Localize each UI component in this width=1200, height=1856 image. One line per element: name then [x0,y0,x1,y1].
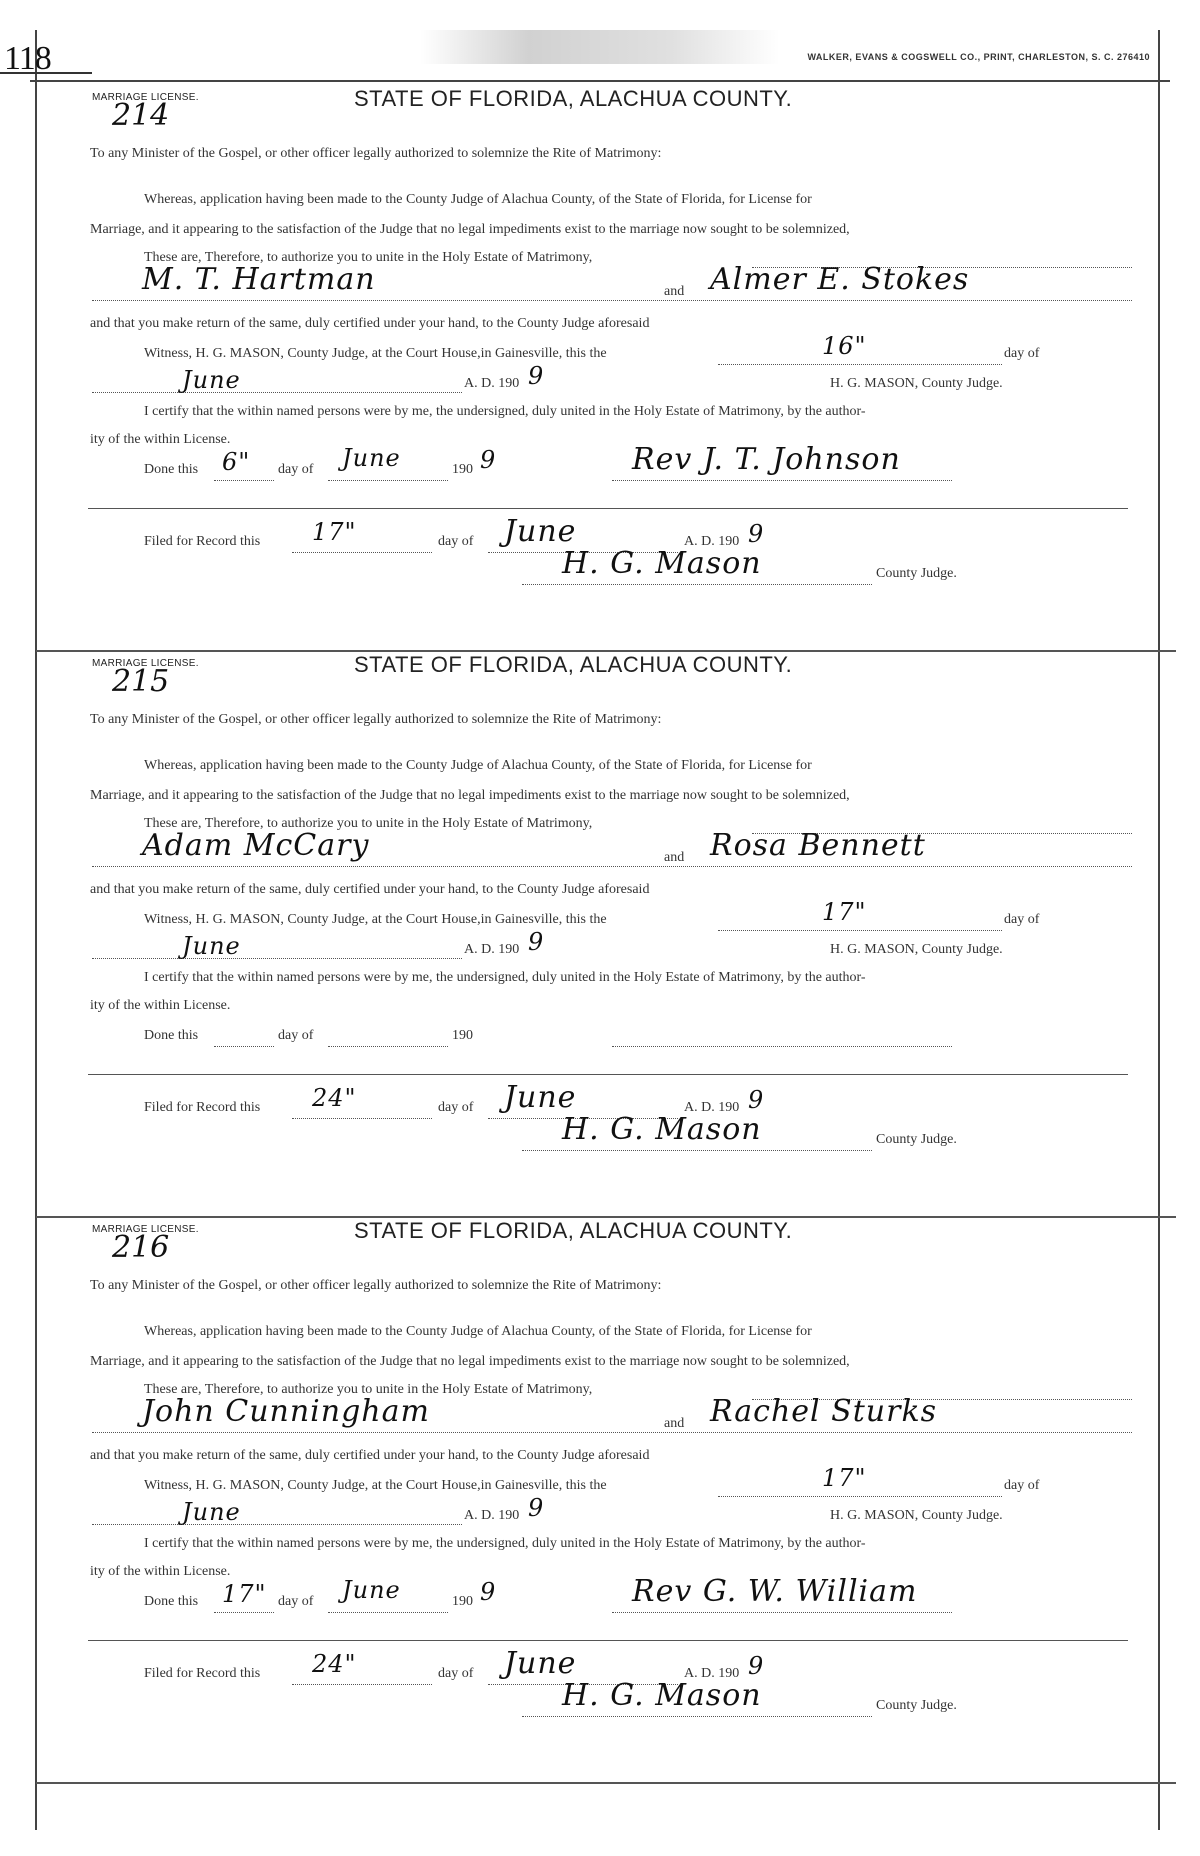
license-number: 216 [112,1230,170,1265]
judge-signature: H. G. Mason [562,546,762,581]
names-fill-line [92,300,1132,301]
ity-line: ity of the within License. [90,432,231,447]
witness-month: June [182,932,241,960]
license-heading: STATE OF FLORIDA, ALACHUA COUNTY. [354,1218,793,1243]
groom-name: M. T. Hartman [142,262,376,297]
whereas-line: Whereas, application having been made to the County Judge of Alachua County, of the State of Florida, for License for [144,1324,812,1339]
bride-name: Rachel Sturks [710,1394,938,1429]
done-month-fill [328,1046,448,1047]
these-are-line: These are, Therefore, to authorize you to unite in the Holy Estate of Matrimony, [144,1382,593,1397]
witness-day: 16" [822,332,867,360]
certify-line: I certify that the within named persons were by me, the undersigned, duly united in the Holy Estate of Matrimony, by the author- [144,404,866,419]
filed-day-of-label: day of [438,1100,474,1115]
done-day-fill [214,1046,274,1047]
done-day-of-label: day of [278,1028,314,1043]
witness-line: Witness, H. G. MASON, County Judge, at the Court House,in Gainesville, this the [144,346,607,361]
names-fill-line [92,1432,1132,1433]
done-day-of-label: day of [278,462,314,477]
filed-day-fill [292,552,432,553]
done-day: 17" [222,1580,267,1608]
witness-day: 17" [822,898,867,926]
filed-label: Filed for Record this [144,1666,261,1681]
return-line: and that you make return of the same, duly certified under your hand, to the County Judge aforesaid [90,316,650,331]
license-separator [36,1782,1176,1784]
filed-year: 9 [748,1086,765,1114]
license-heading: STATE OF FLORIDA, ALACHUA COUNTY. [354,652,793,677]
return-line: and that you make return of the same, duly certified under your hand, to the County Judge aforesaid [90,1448,650,1463]
day-of-label: day of [1004,1478,1040,1493]
filed-day-fill [292,1118,432,1119]
marriage-license-label: MARRIAGE LICENSE. [92,1224,199,1235]
marriage-license [90,86,1142,652]
filed-day-of-label: day of [438,534,474,549]
witness-month-fill [92,392,462,393]
judge-label: H. G. MASON, County Judge. [830,1508,1003,1523]
filed-day-fill [292,1684,432,1685]
filed-day: 24" [312,1650,357,1678]
groom-name: Adam McCary [142,828,370,863]
filed-ad-label: A. D. 190 [684,1666,740,1681]
witness-day-fill [718,930,1002,931]
done-this-label: Done this [144,1028,199,1043]
filed-day: 17" [312,518,357,546]
judge-signature: H. G. Mason [562,1678,762,1713]
marriage-license [90,652,1142,1218]
judge-signature-fill [522,1150,872,1151]
filed-year: 9 [748,520,765,548]
officiant-fill [612,1046,952,1047]
address-line: To any Minister of the Gospel, or other officer legally authorized to solemnize the Rite of Matrimony: [90,1278,662,1293]
done-month: June [342,444,401,472]
judge-label: H. G. MASON, County Judge. [830,942,1003,957]
judge-label: H. G. MASON, County Judge. [830,376,1003,391]
done-day: 6" [222,448,251,476]
certify-line: I certify that the within named persons were by me, the undersigned, duly united in the Holy Estate of Matrimony, by the author- [144,970,866,985]
license-heading: STATE OF FLORIDA, ALACHUA COUNTY. [354,86,793,111]
witness-month: June [182,366,241,394]
these-are-line: These are, Therefore, to authorize you to unite in the Holy Estate of Matrimony, [144,250,593,265]
witness-month-fill [92,1524,462,1525]
groom-name: John Cunningham [142,1394,430,1429]
filed-year: 9 [748,1652,765,1680]
certify-line: I certify that the within named persons were by me, the undersigned, duly united in the Holy Estate of Matrimony, by the author- [144,1536,866,1551]
done-year-label: 190 [452,1594,473,1609]
witness-day-fill [718,1496,1002,1497]
appearing-line: Marriage, and it appearing to the satisfaction of the Judge that no legal impediments exist to the marriage now sought to be solemnized, [90,1354,850,1369]
officiant-signature: Rev J. T. Johnson [632,442,901,477]
done-month-fill [328,480,448,481]
done-year-label: 190 [452,462,473,477]
witness-day-fill [718,364,1002,365]
page-number: 118 [4,40,51,77]
witness-month-fill [92,958,462,959]
header-smudge [420,30,780,64]
officiant-fill [612,1612,952,1613]
witness-line: Witness, H. G. MASON, County Judge, at the Court House,in Gainesville, this the [144,1478,607,1493]
ad-label: A. D. 190 [464,942,520,957]
whereas-line: Whereas, application having been made to the County Judge of Alachua County, of the State of Florida, for License for [144,192,812,207]
and-label: and [660,1416,688,1432]
and-label: and [660,850,688,866]
ad-label: A. D. 190 [464,1508,520,1523]
witness-line: Witness, H. G. MASON, County Judge, at the Court House,in Gainesville, this the [144,912,607,927]
license-number: 215 [112,664,170,699]
address-line: To any Minister of the Gospel, or other officer legally authorized to solemnize the Rite of Matrimony: [90,146,662,161]
right-margin-rule [1158,30,1160,1830]
marriage-license-label: MARRIAGE LICENSE. [92,658,199,669]
done-year: 9 [480,1578,497,1606]
ity-line: ity of the within License. [90,1564,231,1579]
address-line: To any Minister of the Gospel, or other officer legally authorized to solemnize the Rite of Matrimony: [90,712,662,727]
judge-signature-fill [522,584,872,585]
printer-imprint: WALKER, EVANS & COGSWELL CO., PRINT, CHARLESTON, S. C. 276410 [807,52,1150,62]
names-fill-line [92,866,1132,867]
officiant-signature: Rev G. W. William [632,1574,918,1609]
filed-month: June [504,1080,577,1115]
and-label: and [660,284,688,300]
these-are-line: These are, Therefore, to authorize you to unite in the Holy Estate of Matrimony, [144,816,593,831]
county-judge-label: County Judge. [876,566,957,581]
filed-label: Filed for Record this [144,1100,261,1115]
done-this-label: Done this [144,1594,199,1609]
bride-name: Rosa Bennett [710,828,926,863]
day-of-label: day of [1004,346,1040,361]
judge-signature: H. G. Mason [562,1112,762,1147]
section-rule [88,1640,1128,1641]
section-rule [88,1074,1128,1075]
done-year-label: 190 [452,1028,473,1043]
done-year: 9 [480,446,497,474]
ity-line: ity of the within License. [90,998,231,1013]
license-number: 214 [112,98,170,133]
done-day-fill [214,480,274,481]
witness-year: 9 [528,362,545,390]
judge-signature-fill [522,1716,872,1717]
witness-month: June [182,1498,241,1526]
filed-ad-label: A. D. 190 [684,534,740,549]
filed-month: June [504,514,577,549]
done-month: June [342,1576,401,1604]
done-this-label: Done this [144,462,199,477]
section-rule [88,508,1128,509]
officiant-fill [612,480,952,481]
done-day-of-label: day of [278,1594,314,1609]
witness-year: 9 [528,928,545,956]
whereas-line: Whereas, application having been made to the County Judge of Alachua County, of the State of Florida, for License for [144,758,812,773]
day-of-label: day of [1004,912,1040,927]
return-line: and that you make return of the same, duly certified under your hand, to the County Judge aforesaid [90,882,650,897]
filed-day-of-label: day of [438,1666,474,1681]
filed-day: 24" [312,1084,357,1112]
left-margin-rule [35,30,37,1830]
county-judge-label: County Judge. [876,1132,957,1147]
done-day-fill [214,1612,274,1613]
witness-day: 17" [822,1464,867,1492]
marriage-license-label: MARRIAGE LICENSE. [92,92,199,103]
bride-name: Almer E. Stokes [710,262,970,297]
filed-ad-label: A. D. 190 [684,1100,740,1115]
done-month-fill [328,1612,448,1613]
page-number-underline [0,72,92,74]
appearing-line: Marriage, and it appearing to the satisfaction of the Judge that no legal impediments exist to the marriage now sought to be solemnized, [90,788,850,803]
county-judge-label: County Judge. [876,1698,957,1713]
appearing-line: Marriage, and it appearing to the satisfaction of the Judge that no legal impediments exist to the marriage now sought to be solemnized, [90,222,850,237]
marriage-license [90,1218,1142,1784]
filed-month: June [504,1646,577,1681]
ad-label: A. D. 190 [464,376,520,391]
filed-label: Filed for Record this [144,534,261,549]
witness-year: 9 [528,1494,545,1522]
page-header [30,20,1170,82]
